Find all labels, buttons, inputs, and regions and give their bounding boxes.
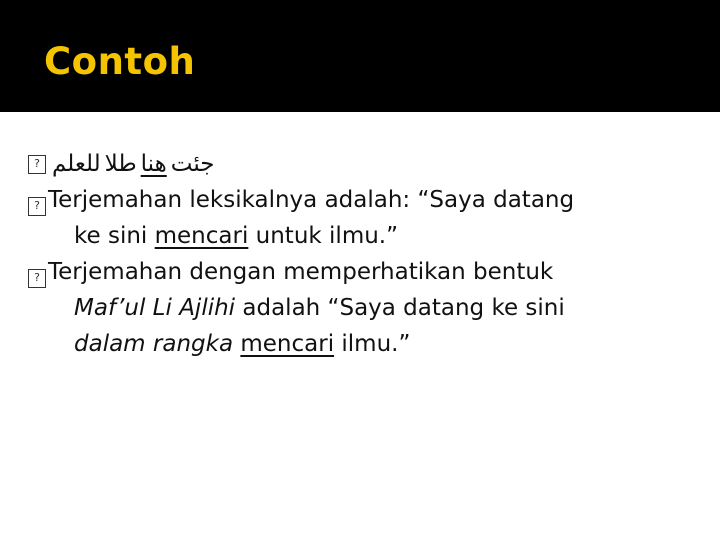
- slide-title: Contoh: [44, 40, 196, 83]
- underlined-word: mencari: [154, 223, 249, 249]
- form-translation-text: Terjemahan dengan memperhatikan bentuk: [48, 259, 554, 285]
- arabic-word-2: طلا: [104, 151, 137, 177]
- bullet-icon: ?: [28, 155, 46, 174]
- arabic-word-4: جئت: [170, 151, 215, 177]
- text-segment: adalah “Saya datang ke sini: [235, 295, 565, 321]
- text-segment: untuk ilmu.”: [248, 223, 399, 249]
- text-segment: ilmu.”: [334, 331, 411, 357]
- slide-body: [28, 146, 708, 362]
- italic-term: Maf’ul Li Ajlihi: [74, 295, 236, 321]
- arabic-example-line: [28, 146, 708, 182]
- bullet-icon: ?: [28, 197, 46, 216]
- form-translation-continuation-2: [28, 326, 708, 362]
- italic-term: dalam rangka: [74, 331, 234, 357]
- lexical-translation-continuation: [28, 218, 708, 254]
- lexical-translation-line: [28, 182, 708, 218]
- form-translation-continuation-1: [28, 290, 708, 326]
- form-translation-line: [28, 254, 708, 290]
- lexical-translation-text: Terjemahan leksikalnya adalah: “Saya datang: [48, 187, 575, 213]
- text-segment: ke sini: [74, 223, 155, 249]
- arabic-word-1: للعلم: [52, 151, 101, 177]
- arabic-word-3: هنا: [140, 151, 167, 177]
- bullet-icon: ?: [28, 269, 46, 288]
- title-bar: [0, 0, 720, 112]
- underlined-word: mencari: [240, 331, 335, 357]
